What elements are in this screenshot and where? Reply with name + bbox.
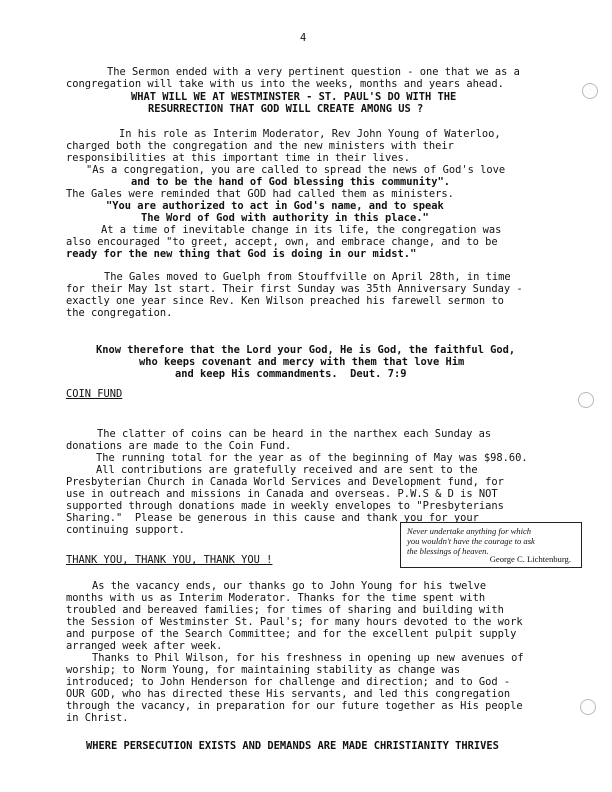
coin-fund-line-5: Presbyterian Church in Canada World Services and Development fund, for [66, 476, 504, 488]
scripture-line-1: Know therefore that the Lord your God, He is God, the faithful God, [96, 344, 516, 356]
thanks-line-8: worship; to Norm Young, for maintaining stability as change was [66, 664, 461, 676]
gales-line-2: for their May 1st start. Their first Sunday was 35th Anniversary Sunday - [66, 283, 523, 295]
thanks-heading: THANK YOU, THANK YOU, THANK YOU ! [66, 554, 273, 566]
sermon-line-2: congregation will take with us into the weeks, months and years ahead. [66, 78, 504, 90]
moderator-line-8: The Word of God with authority in this place." [141, 212, 429, 224]
thanks-line-11: through the vacancy, in preparation for our future together as His people [66, 700, 523, 712]
thanks-line-1: As the vacancy ends, our thanks go to John Young for his twelve [92, 580, 487, 592]
moderator-line-4: "As a congregation, you are called to spread the news of God's love [86, 164, 506, 176]
thanks-line-12: in Christ. [66, 712, 129, 724]
gales-line-4: the congregation. [66, 307, 173, 319]
coin-fund-line-6: use in outreach and missions in Canada and overseas. P.W.S & D is NOT [66, 488, 498, 500]
gales-line-1: The Gales moved to Guelph from Stouffville on April 28th, in time [104, 271, 511, 283]
coin-fund-line-1: The clatter of coins can be heard in the narthex each Sunday as [97, 428, 492, 440]
moderator-line-2: charged both the congregation and the new ministers with their [66, 140, 454, 152]
coin-fund-line-8: Sharing." Please be generous in this cause and thank you for your [66, 512, 479, 524]
gales-line-3: exactly one year since Rev. Ken Wilson preached his farewell sermon to [66, 295, 504, 307]
scripture-line-3: and keep His commandments. Deut. 7:9 [175, 368, 407, 380]
moderator-line-7: "You are authorized to act in God's name, and to speak [106, 200, 444, 212]
scripture-line-2: who keeps covenant and mercy with them that love Him [139, 356, 465, 368]
sermon-question-1: WHAT WILL WE AT WESTMINSTER - ST. PAUL'S DO WITH THE [131, 91, 457, 103]
moderator-line-3: responsibilities at this important time in their lives. [66, 152, 411, 164]
thanks-line-4: the Session of Westminster St. Paul's; for many hours devoted to the work [66, 616, 523, 628]
thanks-line-3: troubled and bereaved families; for times of sharing and building with [66, 604, 504, 616]
quote-line-2: you wouldn't have the courage to ask [407, 536, 535, 546]
thanks-line-10: OUR GOD, who has directed these His servants, and led this congregation [66, 688, 511, 700]
punch-hole-middle [578, 392, 594, 408]
quote-author: George C. Lichtenburg. [489, 554, 571, 564]
moderator-line-9: At a time of inevitable change in its life, the congregation was [101, 224, 502, 236]
quote-line-1: Never undertake anything for which [407, 526, 532, 536]
coin-fund-heading: COIN FUND [66, 388, 123, 400]
thanks-line-9: introduced; to John Henderson for challenge and direction; and to God - [66, 676, 511, 688]
quote-line-3: the blessings of heaven. [407, 546, 489, 556]
thanks-line-6: arranged week after week. [66, 640, 223, 652]
page-number: 4 [300, 32, 307, 44]
sermon-question-2: RESURRECTION THAT GOD WILL CREATE AMONG US ? [148, 103, 424, 115]
thanks-line-5: and purpose of the Search Committee; and for the excellent pulpit supply [66, 628, 517, 640]
coin-fund-line-2: donations are made to the Coin Fund. [66, 440, 292, 452]
thanks-line-2: months with us as Interim Moderator. Thanks for the time spent with [66, 592, 486, 604]
thanks-line-7: Thanks to Phil Wilson, for his freshness in opening up new avenues of [92, 652, 524, 664]
punch-hole-bottom [580, 699, 596, 715]
closing-statement: WHERE PERSECUTION EXISTS AND DEMANDS ARE MADE CHRISTIANITY THRIVES [86, 740, 499, 752]
punch-hole-top [582, 83, 598, 99]
coin-fund-line-3: The running total for the year as of the beginning of May was $98.60. [96, 452, 528, 464]
coin-fund-line-4: All contributions are gratefully received and are sent to the [96, 464, 478, 476]
moderator-line-1: In his role as Interim Moderator, Rev John Young of Waterloo, [119, 128, 501, 140]
quote-box [400, 522, 582, 568]
moderator-line-11: ready for the new thing that God is doing in our midst." [66, 248, 417, 260]
moderator-line-5: and to be the hand of God blessing this community". [131, 176, 451, 188]
sermon-line-1: The Sermon ended with a very pertinent question - one that we as a [107, 66, 520, 78]
moderator-line-6: The Gales were reminded that GOD had called them as ministers. [66, 188, 454, 200]
coin-fund-line-9: continuing support. [66, 524, 185, 536]
moderator-line-10: also encouraged "to greet, accept, own, and embrace change, and to be [66, 236, 498, 248]
coin-fund-line-7: supported through donations made in weekly envelopes to "Presbyterians [66, 500, 504, 512]
